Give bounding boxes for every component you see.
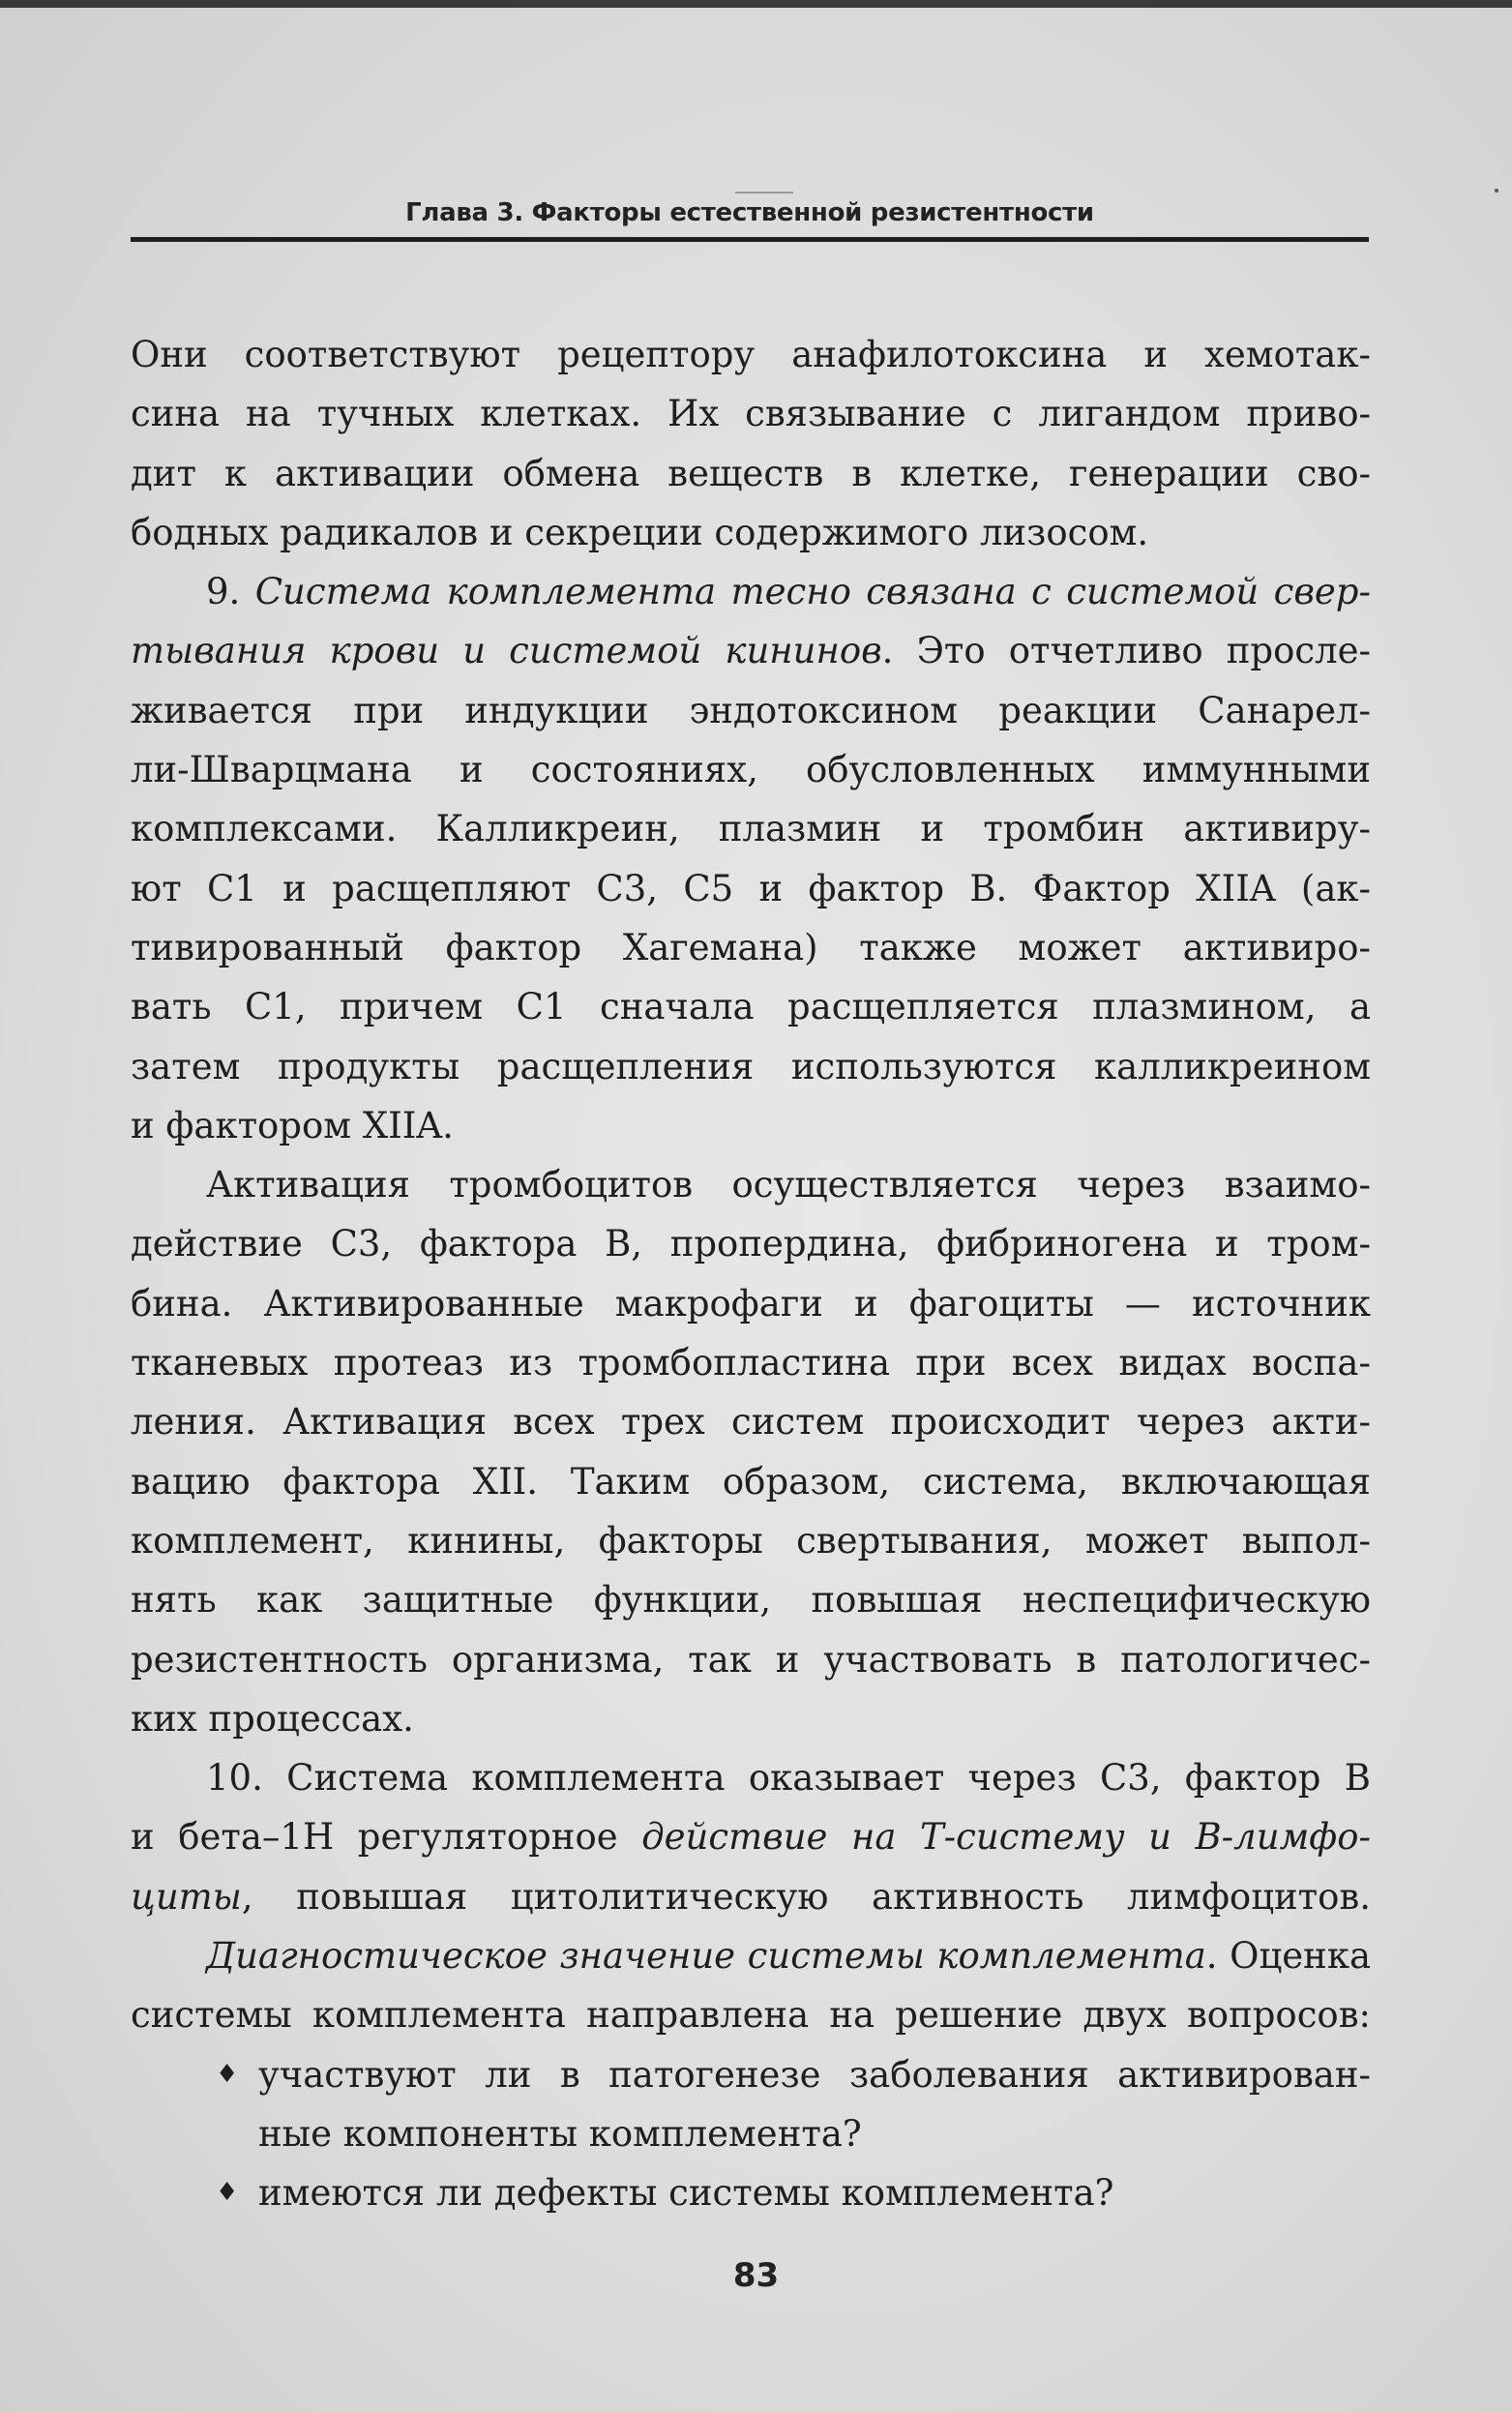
- text-line: действие С3, фактора В, пропердина, фибриногена и тром-: [131, 1223, 1371, 1266]
- bullet-text: имеются ли дефекты системы комплемента?: [258, 2172, 1114, 2215]
- text-line: живается при индукции эндотоксином реакции Санарел-: [131, 689, 1371, 731]
- text-line: вать С1, причем С1 сначала расщепляется плазмином, а: [131, 986, 1371, 1028]
- text-segment: , повышая цитолитическую активность лимфоцитов.: [241, 1875, 1371, 1918]
- body-text: [131, 325, 1371, 2223]
- text-line: [131, 621, 1371, 680]
- bullet-text: участвуют ли в патогенезе заболевания активирован-: [258, 2053, 1371, 2096]
- text-line: ли-Шварцмана и состояниях, обусловленных иммунными: [131, 749, 1371, 791]
- diamond-bullet-icon: ♦: [216, 2178, 239, 2208]
- text-line: и фактором XIIA.: [131, 1104, 454, 1146]
- italic-phrase: Система комплемента тесно связана с системой свер-: [254, 571, 1371, 613]
- text-line: ют С1 и расщепляют С3, С5 и фактор В. Фактор XIIA (ак-: [131, 867, 1371, 909]
- text-line: комплексами. Калликреин, плазмин и тромбин активиру-: [131, 808, 1371, 850]
- text-line: тканевых протеаз из тромбопластина при всех видах воспа-: [131, 1342, 1371, 1385]
- text-line: системы комплемента направлена на решение двух вопросов:: [131, 1994, 1371, 2037]
- paragraph-9-first-line: [131, 562, 1371, 621]
- italic-phrase: циты: [131, 1875, 242, 1918]
- text-segment: . Оценка: [1205, 1935, 1372, 1978]
- header-rule: [131, 237, 1369, 242]
- text-line: комплемент, кинины, факторы свертывания, может выпол-: [131, 1519, 1371, 1562]
- text-line: затем продукты расщепления используются калликреином: [131, 1045, 1371, 1087]
- text-line: [131, 1867, 1371, 1926]
- bullet-continuation: ные компоненты комплемента?: [258, 2112, 862, 2155]
- text-line: Они соответствуют рецептору анафилотоксина и хемотак-: [131, 334, 1371, 375]
- italic-phrase: тывания крови и системой кининов: [131, 630, 882, 672]
- text-segment: и бета–1Н регуляторное: [131, 1816, 642, 1859]
- page-number: 83: [732, 2256, 780, 2295]
- scan-speck: [1495, 189, 1498, 193]
- scan-scratch: [735, 192, 793, 194]
- bullet-item: [131, 2163, 1371, 2222]
- text-line: сина на тучных клетках. Их связывание с лигандом приво-: [131, 393, 1371, 435]
- paragraph-10-first-line: 10. Система комплемента оказывает через С3, фактор В: [206, 1757, 1371, 1800]
- text-line: вацию фактора XII. Таким образом, система, включающая: [131, 1460, 1371, 1503]
- page-top-edge: [0, 0, 1512, 8]
- text-segment: . Это отчетливо просле-: [881, 630, 1371, 672]
- diamond-bullet-icon: ♦: [216, 2059, 239, 2089]
- text-line: ких процессах.: [131, 1697, 414, 1740]
- text-line: ления. Активация всех трех систем происходит через акти-: [131, 1401, 1371, 1444]
- running-header: Глава 3. Факторы естественной резистентности: [405, 198, 1094, 227]
- text-line: резистентность организма, так и участвовать в патологичес-: [131, 1638, 1371, 1681]
- text-line: бодных радикалов и секреции содержимого лизосом.: [131, 511, 1149, 553]
- text-line: [131, 1807, 1371, 1866]
- item-number: 9.: [206, 571, 255, 613]
- text-line: бина. Активированные макрофаги и фагоциты — источник: [131, 1282, 1371, 1325]
- text-line: нять как защитные функции, повышая неспецифическую: [131, 1579, 1371, 1622]
- text-line: Активация тромбоцитов осуществляется через взаимо-: [206, 1164, 1371, 1206]
- diagnostic-heading-line: [131, 1926, 1371, 1985]
- italic-phrase: Диагностическое значение системы комплемента: [206, 1935, 1206, 1978]
- text-line: тивированный фактор Хагемана) также может активиро-: [131, 926, 1371, 968]
- italic-phrase: действие на Т-систему и В-лимфо-: [641, 1816, 1371, 1859]
- bullet-item: [131, 2045, 1371, 2104]
- text-line: дит к активации обмена веществ в клетке, генерации сво-: [131, 452, 1371, 494]
